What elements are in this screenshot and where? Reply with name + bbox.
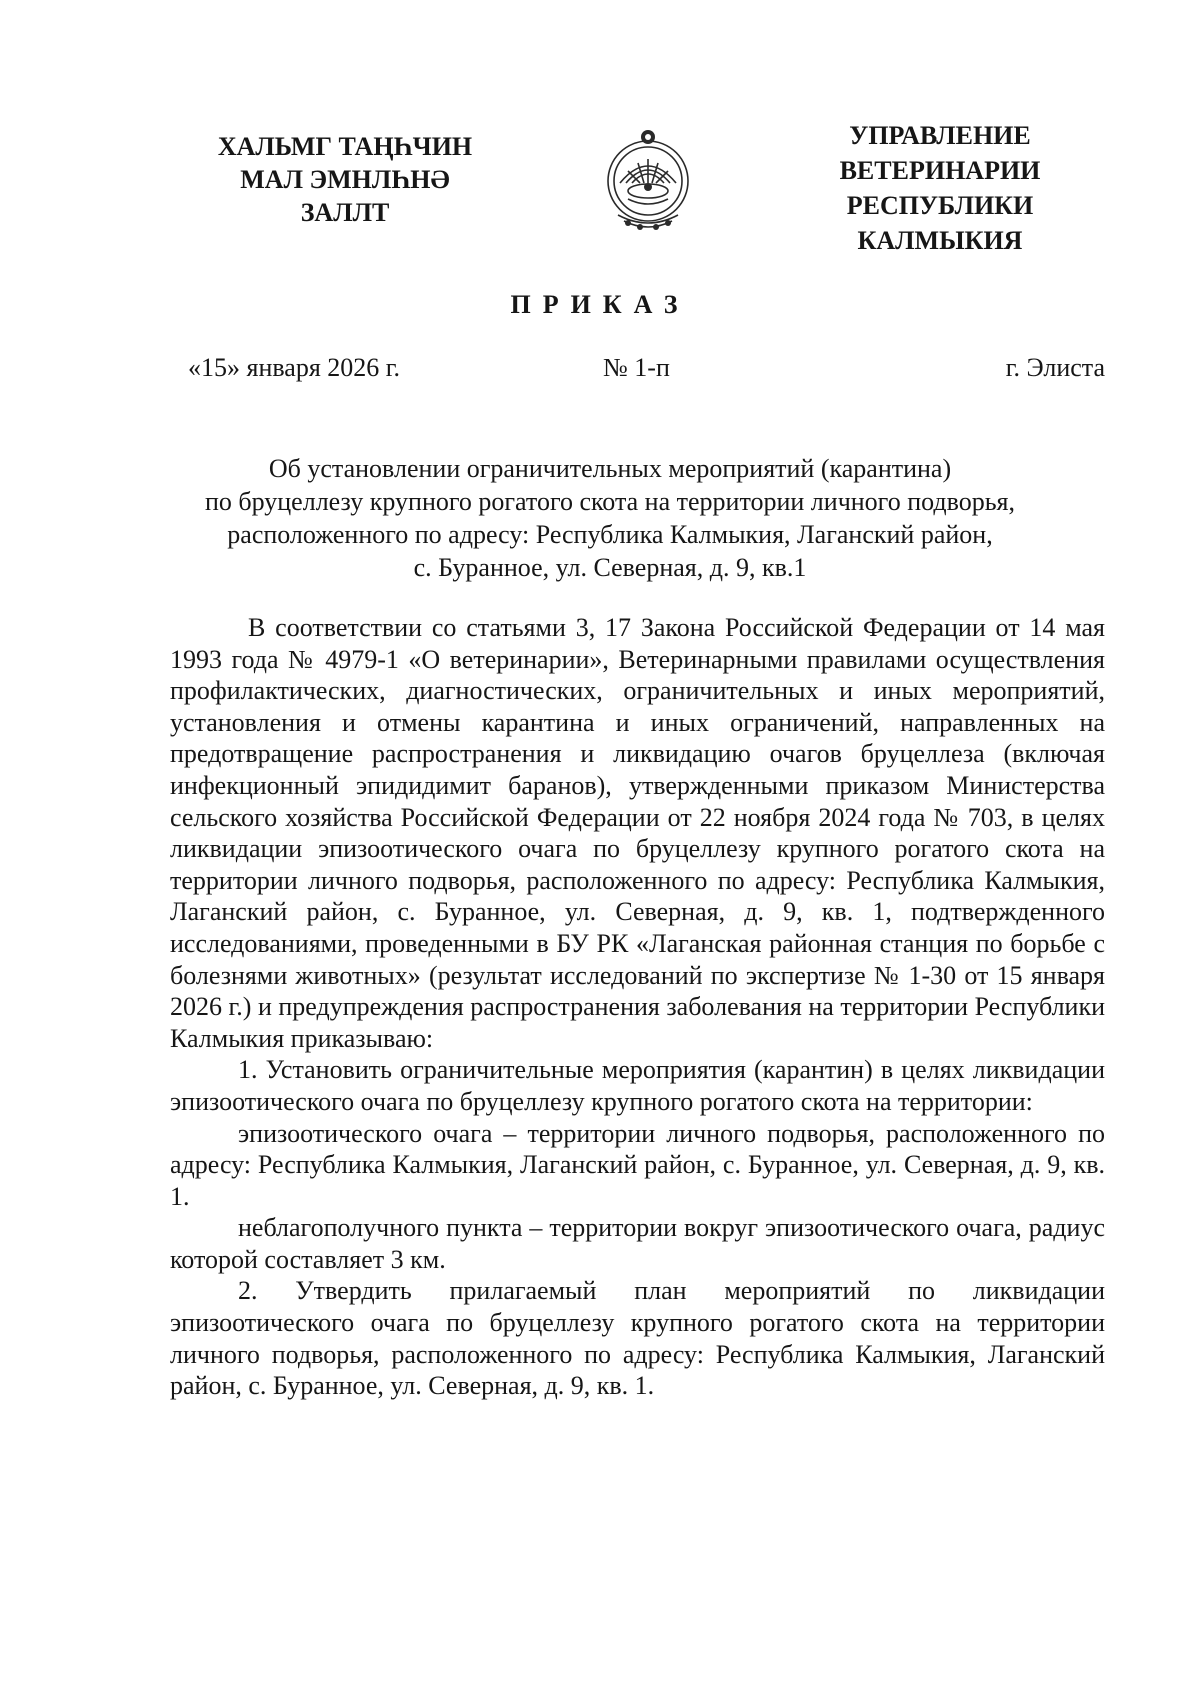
order-title [140, 452, 1080, 584]
item-1-paragraph: 1. Установить ограничительные мероприятия (карантин) в целях ликвидации эпизоотического очага по бруцеллезу крупного рогатого скота на территории: [170, 1055, 1105, 1116]
title-line-3: расположенного по адресу: Республика Калмыкия, Лаганский район, [227, 520, 993, 549]
order-number: № 1-п [603, 353, 670, 382]
org-right-line-3: РЕСПУБЛИКИ [846, 191, 1034, 220]
organization-name-russian [790, 118, 1090, 258]
item-1-focus-paragraph: эпизоотического очага – территории личного подворья, расположенного по адресу: Республика Калмыкия, Лаганский район, с. Буранное, ул. Северная, д. 9, кв. 1. [170, 1118, 1105, 1211]
title-line-4: с. Буранное, ул. Северная, д. 9, кв.1 [413, 553, 807, 582]
title-line-2: по бруцеллезу крупного рогатого скота на территории личного подворья, [204, 487, 1016, 516]
organization-name-kalmyk [190, 130, 500, 229]
preamble-paragraph: В соответствии со статьями 3, 17 Закона Российской Федерации от 14 мая 1993 года № 4979-1 «О ветеринарии», Ветеринарными правилами осуществления профилактических, диагностических, ограничительных и иных мероприятий, установления и отмены карантина и иных ограничений, направленных на предотвращение распространения и ликвидацию очагов бруцеллеза (включая инфекционный эпидидимит баранов), утвержденными приказом Министерства сельского хозяйства Российской Федерации от 22 ноября 2024 года № 703, в целях ликвидации эпизоотического очага по бруцеллезу крупного рогатого скота на территории личного подворья, расположенного по адресу: Республика Калмыкия, Лаганский район, с. Буранное, ул. Северная, д. 9, кв. 1, подтвержденного исследованиями, проведенными в БУ РК «Лаганская районная станция по борьбе с болезнями животных» (результат исследований по экспертизе № 1-30 от 15 января 2026 г.) и предупреждения распространения заболевания на территории Республики Калмыкия приказываю: [170, 613, 1105, 1053]
org-right-line-1: УПРАВЛЕНИЕ [849, 121, 1031, 150]
title-line-1: Об установлении ограничительных мероприятий (карантина) [268, 454, 952, 483]
item-1-zone-paragraph: неблагополучного пункта – территории вокруг эпизоотического очага, радиус которой составляет 3 км. [170, 1213, 1105, 1274]
item-2-paragraph: 2. Утвердить прилагаемый план мероприятий по ликвидации эпизоотического очага по бруцеллезу крупного рогатого скота на территории личного подворья, расположенного по адресу: Республика Калмыкия, Лаганский район, с. Буранное, ул. Северная, д. 9, кв. 1. [170, 1276, 1105, 1401]
document-type-heading: ПРИКАЗ [510, 290, 690, 319]
org-left-line-2: МАЛ ЭМНЛҺНӘ [240, 165, 450, 194]
org-right-line-2: ВЕТЕРИНАРИИ [839, 156, 1041, 185]
order-body [170, 612, 1105, 1402]
order-city: г. Элиста [1005, 353, 1105, 382]
order-date: «15» января 2026 г. [188, 353, 401, 382]
kalmykia-coat-of-arms-icon [598, 125, 698, 237]
org-left-line-1: ХАЛЬМГ ТАҢҺЧИН [217, 132, 473, 161]
org-left-line-3: ЗАЛЛТ [300, 198, 390, 227]
org-right-line-4: КАЛМЫКИЯ [857, 226, 1023, 255]
